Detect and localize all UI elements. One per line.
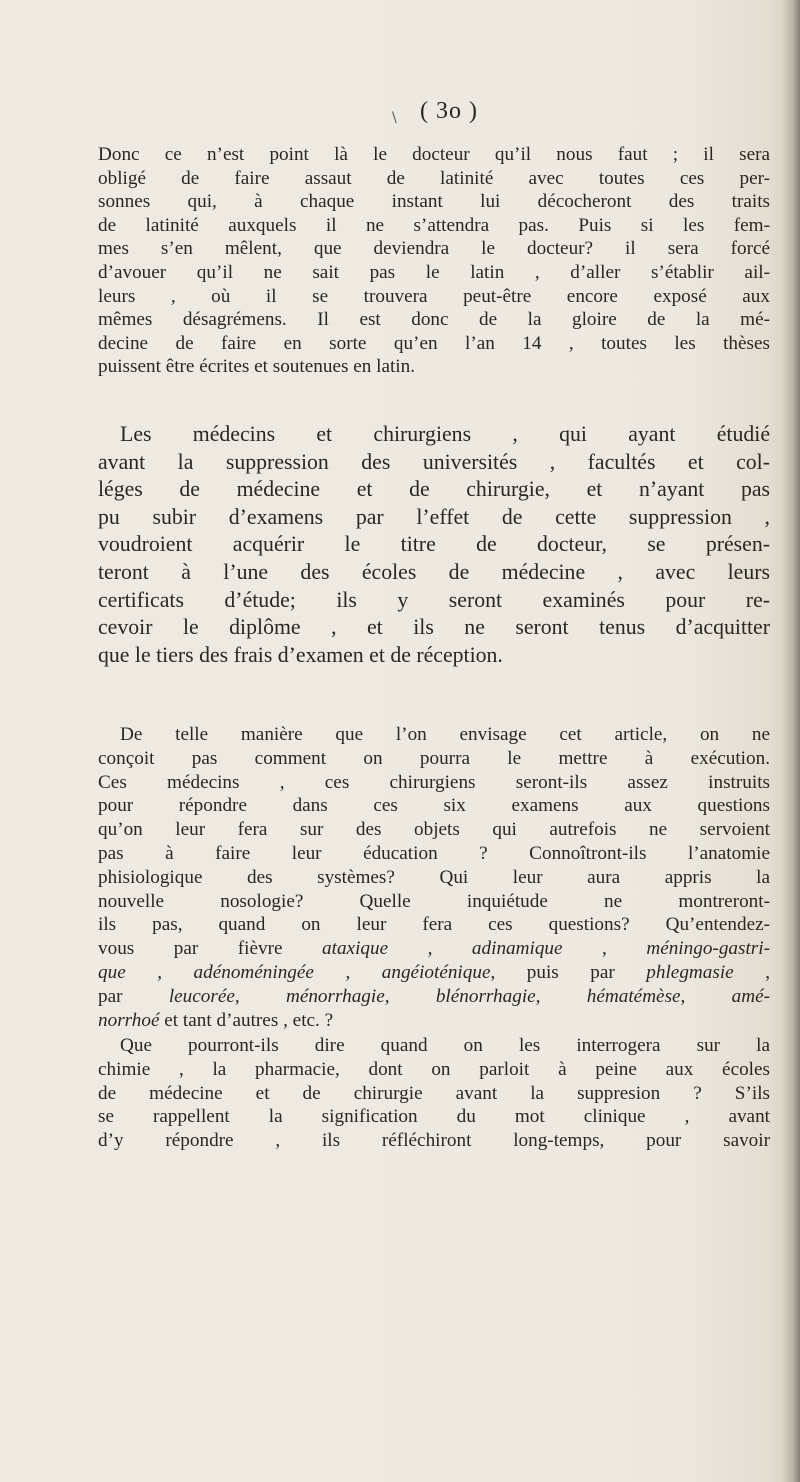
text-run: et tant d’autres , etc. ? (159, 1009, 334, 1031)
text-line: que le tiers des frais d’examen et de réception. (98, 642, 503, 667)
paragraph-2 (98, 421, 770, 669)
text-line: de latinité auxquels il ne s’attendra pas. Puis si les fem- (98, 214, 770, 236)
italic-term: norrhoé (98, 1009, 160, 1031)
text-run: , (733, 961, 770, 983)
italic-term: phlegmasie (646, 961, 734, 983)
text-line: mes s’en mêlent, que deviendra le docteur? il sera forcé (98, 238, 770, 260)
text-line: conçoit pas comment on pourra le mettre à exécution. (98, 747, 770, 769)
stray-mark: \ (392, 110, 397, 126)
italic-term: ataxique , adinamique , méningo-gastri- (322, 938, 770, 960)
page-number: ( 3o ) (420, 98, 478, 124)
text-line: Donc ce n’est point là le docteur qu’il nous faut ; il sera (98, 144, 770, 165)
text-line: teront à l’une des écoles de médecine , avec leurs (98, 559, 770, 584)
text-line: pas à faire leur éducation ? Connoîtront-ils l’anatomie (98, 842, 770, 864)
text-line: avant la suppression des universités , facultés et col- (98, 449, 770, 474)
text-line: mêmes désagrémens. Il est donc de la gloire de la mé- (98, 309, 770, 331)
text-line: Ces médecins , ces chirurgiens seront-ils assez instruits (98, 771, 770, 793)
text-run: par (98, 985, 169, 1007)
text-line (98, 985, 770, 1009)
text-line: cevoir le diplôme , et ils ne seront tenus d’acquitter (98, 615, 770, 640)
text-line: nouvelle nosologie? Quelle inquiétude ne montreront- (98, 890, 770, 912)
text-line: puissent être écrites et soutenues en latin. (98, 356, 416, 378)
text-line: De telle manière que l’on envisage cet article, on ne (120, 724, 770, 745)
paragraph-1 (98, 143, 770, 379)
text-line: pu subir d’examens par l’effet de cette suppression , (98, 504, 770, 529)
text-line: decine de faire en sorte qu’en l’an 14 , toutes les thèses (98, 332, 770, 354)
italic-term: angéioténique (381, 961, 491, 983)
text-line: Les médecins et chirurgiens , qui ayant étudié (120, 422, 770, 446)
text-line: obligé de faire assaut de latinité avec toutes ces per- (98, 167, 770, 189)
page-edge-shadow (782, 0, 800, 1482)
text-line: ils pas, quand on leur fera ces questions? Qu’entendez- (98, 914, 770, 936)
text-line: voudroient acquérir le titre de docteur, se présen- (98, 532, 770, 557)
italic-term: que , adénoméningée (98, 961, 314, 983)
paragraph-4 (98, 1034, 770, 1153)
text-line: phisiologique des systèmes? Qui leur aura appris la (98, 866, 770, 888)
text-line: Que pourront-ils dire quand on les interrogera sur la (120, 1035, 770, 1056)
text-line: d’avouer qu’il ne sait pas le latin , d’aller s’établir ail- (98, 261, 770, 283)
text-run: , (313, 961, 382, 983)
text-run: , puis par (490, 961, 647, 983)
text-run: vous par fièvre (98, 938, 323, 960)
text-line (98, 1009, 770, 1033)
text-line (98, 961, 770, 985)
text-line: sonnes qui, à chaque instant lui décocheront des traits (98, 191, 770, 213)
text-line: de médecine et de chirurgie avant la suppresion ? S’ils (98, 1082, 770, 1104)
text-line: leurs , où il se trouvera peut-être encore exposé aux (98, 285, 770, 307)
text-line: léges de médecine et de chirurgie, et n’ayant pas (98, 477, 770, 502)
text-line (98, 937, 770, 961)
text-line: chimie , la pharmacie, dont on parloit à peine aux écoles (98, 1058, 770, 1080)
italic-term: leucorée, ménorrhagie, blénorrhagie, hématémèse, amé- (168, 985, 771, 1007)
text-line: se rappellent la signification du mot clinique , avant (98, 1106, 770, 1128)
paragraph-3 (98, 723, 770, 1032)
text-line: pour répondre dans ces six examens aux questions (98, 795, 770, 817)
text-line: qu’on leur fera sur des objets qui autrefois ne servoient (98, 819, 770, 841)
text-line: certificats d’étude; ils y seront examinés pour re- (98, 587, 770, 612)
text-line: d’y répondre , ils réfléchiront long-temps, pour savoir (98, 1130, 770, 1152)
